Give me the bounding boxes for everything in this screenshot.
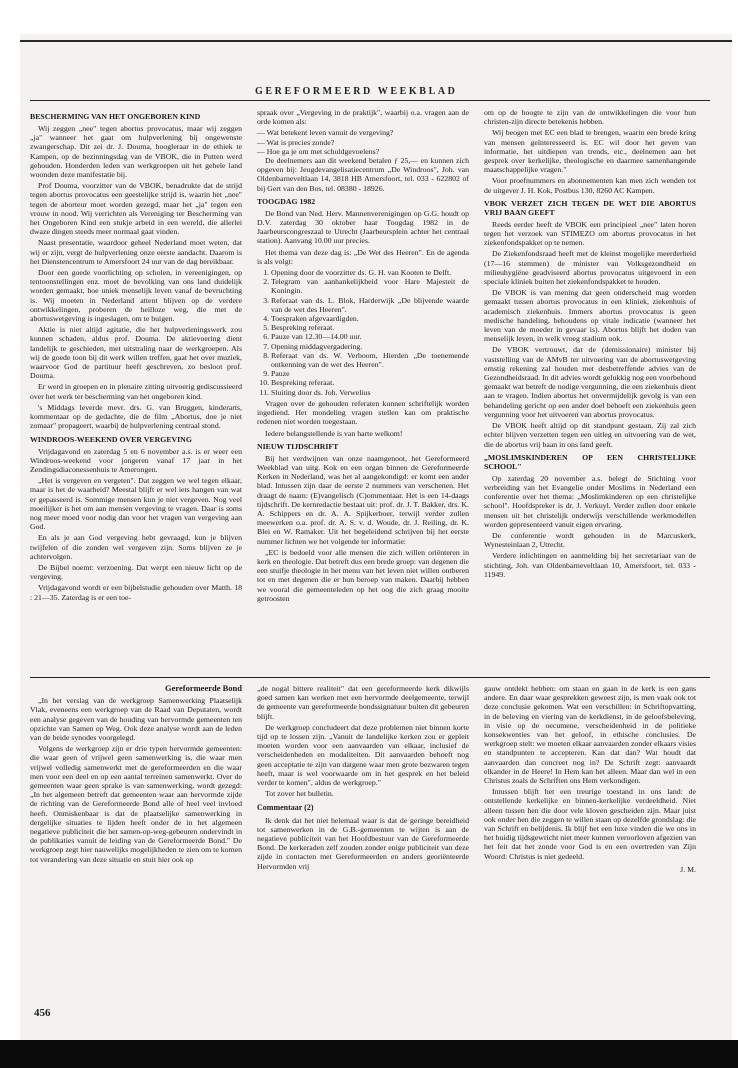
paragraph: Intussen blijft het een treurige toestand in ons land: de ontstellende kerkelijke en binnen-kerkelijke verdeeldheid. Niet alleen tussen hen die door vele kloven gescheiden zijn. Maar juist ook onder hen die zeggen te willen staan op dezelfde grondslag: die van Schrift en belijdenis. Ik blijf het een luxe vinden die we ons in het huidig tijdsgewricht niet meer kunnen veroorloven afgezien van het feit dat het zonde voor God is en een overtreden van Zijn Woord: Christus is niet gedeeld. — [484, 787, 696, 861]
paragraph: 's Middags leverde mevr. drs. G. van Bruggen, kinderarts, kommentaar op de gedachte, die de film „Abortus, doe je niet zomaar" propageert, waarbij de hulpverlening centraal stond. — [30, 402, 242, 431]
paragraph: Ik denk dat het niet helemaal waar is dat de geringe bereidheid tot samenwerken in de G.B.-gemeenten te wijten is aan de negatieve publiciteit van het Hoofdbestuur van de Gereformeerde Bond. De kerkeraden zelf zouden zonder enige publiciteit van deze zijde in contacten met Gereformeerden en anders georiënteerde Hervormden vrij — [257, 815, 469, 871]
lower-column-3 — [484, 684, 696, 874]
paragraph: Vrijdagavond wordt er een bijbelstudie gehouden over Matth. 18 : 21—35. Zaterdag is er een toe- — [30, 583, 242, 602]
paragraph: Prof Douma, voorzitter van de VBOK, benadrukte dat de strijd tegen abortus provocatus een geestelijke strijd is, waarin het „nee" tegen de aborteur moet worden gezegd, maar het „ja" tegen een vrouw in nood. Wij verrichten als Vereniging ter Bescherming van het Ongeboren Kind een stukje arbeid in een wereld, die allerlei dwaze dingen steeds meer normaal gaat vinden. — [30, 181, 242, 237]
column-1 — [30, 108, 242, 604]
paragraph: De VBOK is van mening dat geen onderscheid mag worden gemaakt tussen abortus provocatus in een kliniek, ziekenhuis of academisch ziekenhuis. Immers abortus provocatus is geen medische handeling, behoudens op vitale indicatie (wanneer het leven van de moeder in gevaar is). Abortus blijft het doden van menselijk leven, in welk vroeg stadium ook. — [484, 288, 696, 344]
paragraph: De Ziekenfondsraad heeft met de kleinst mogelijke meerderheid (17—16 stemmen) de minister van Volksgezondheid en milieuhygiëne geadviseerd abortus provocatus uitgevoerd in een speciale kliniek buiten het ziekenfondspakket te houden. — [484, 249, 696, 287]
paragraph: Tot zover het bulletin. — [265, 789, 334, 799]
paragraph: De deelnemers aan dit weekend betalen ƒ 25,— en kunnen zich opgeven bij: Jeugdevangelisatiecentrum „De Windroos", Joh. van Oldenbarneveltlaan 14, 3818 HB Amersfoort, tel. 033 - 622802 of bij Gert van den Bos, tel. 08380 - 18926. — [257, 156, 469, 193]
agenda-item: 7. Opening middagvergadering. — [271, 342, 469, 351]
paragraph: „Het is vergeven en vergeten". Dat zeggen we wel tegen elkaar, maar is het de waarheid? Meestal blijft er wel iets hangen van wat er gepasseerd is. Sommige mensen kun je niet vergeven. Nog veel moeilijker is het om aan mensen vergeving te vragen. Daar is soms nog meer moed voor nodig dan voor het vragen van vergeving aan God. — [30, 476, 242, 532]
paragraph: Volgens de werkgroep zijn er drie typen hervormde gemeenten: die waar geen of vrijwel geen samenwerking is, die waar men vrijwel volledig samenwerkt met de gereformeerden en die waar men voor een deel en op een aantal terreinen samenwerkt. Over de gemeenten waar geen sprake is van samenwerking, wordt gezegd: „In het algemeen betreft dat gemeenten waar aan hervormde zijde de richting van de Gereformeerde Bond alle of heel veel invloed heeft. Onmiskenbaar is dat de plaatselijke samenwerking in dergelijke situaties te lijden heeft onder de in het algemeen negatieve publiciteit die het samen-op-weg-gebeuren ondervindt in de publikaties vanuit de leiding van de Gereformeerde Bond." De werkgroep zegt hier nauwelijks mogelijkheden te zien om te komen tot verandering van deze situatie en stuit hier ook op — [30, 744, 242, 864]
paragraph: Het thema van deze dag is: „De Wet des Heeren". En de agenda is als volgt: — [257, 247, 469, 266]
masthead: GEREFORMEERD WEEKBLAD — [255, 86, 458, 97]
question-item: — Wat is precies zonde? — [257, 137, 335, 147]
column-2 — [257, 108, 469, 605]
question-item: — Hoe ga je om met schuldgevoelens? — [257, 146, 380, 156]
paragraph: De Bond van Ned. Herv. Mannenverenigingen op G.G. houdt op D.V. zaterdag 30 oktober haar Toogdag 1982 in de Jaarbeurscongreszaal te Utrecht (Jaarbeursplein achter het centraal station). Aanvang 10.00 uur precies. — [257, 208, 469, 246]
paragraph: Bij het verdwijnen van onze naamgenoot, het Gereformeerd Weekblad van uitg. Kok en een organ binnen de Gereformeerde Kerken in Nederland, was het al aangekondigd: er komt een ander blad. Intussen zijn daar de eerste 2 nummers van verschenen. Het draagt de naam: (E)vangelisch (C)ommentaar. Het is een 14-daags tijdschrift. De kernredactie bestaat uit: prof. dr. J. T. Bakker, drs. K. A. Schippers en dr. A. A. Spijkerboer, terwijl verder zullen meewerken o.a. prof. dr. A. S. v. d. Woude, dr. J. Reiling, dr. K. Blei en W. Ramaker. Uit het begeleidend schrijven bij het eerste nummer lichten we het volgende ter informatie: — [257, 453, 469, 546]
paragraph: Naast presentatie, waardoor geheel Nederland moet weten, dat wij er zijn, vergt de hulpverlening onze eerste aandacht. Daarom is het Dienstencentrum te Amersfoort 24 uur van de dag bereikbaar. — [30, 238, 242, 266]
paragraph: Aktie is niet altijd agitatie, die het hulpverleningswerk zou kunnen schaden, aldus prof. Douma. De aktievoering dient landelijk te geschieden, met uitstraling naar de werkgroepen. Als wij de goede toon bij dit werk willen treffen, gaat het over muziek, waarvoor God de partituur heeft geschreven, zo besloot prof. Douma. — [30, 325, 242, 381]
heading-vbok: VBOK VERZET ZICH TEGEN DE WET DIE ABORTUS VRIJ BAAN GEEFT — [484, 198, 696, 217]
paragraph: De VBOK heeft altijd op dit standpunt gestaan. Zij zal zich echter blijven verzetten tegen een uitleg en uitvoering van de wet, die de abortus vrij baan in ons land geeft. — [484, 421, 696, 449]
paragraph: Op zaterdag 20 november a.s. belegt de Stichting voor verbreiding van het Evangelie onder Moslims in Nederland een conferentie over het thema: „Moslimkinderen op een christelijke school". Hoofdspreker is dr. J. Verkuyl. Verder zullen door enkele mensen uit het christelijk onderwijs verschillende werkmodellen worden gepresenteerd vanuit eigen ervaring. — [484, 473, 696, 529]
signature-initials: J. M. — [680, 864, 696, 874]
paragraph: De conferentie wordt gehouden in de Marcuskerk, Wynesteinlaan 2, Utrecht. — [484, 530, 696, 550]
agenda-item: 6. Pauze van 12.30—14.00 uur. — [271, 332, 469, 341]
agenda-item: 8. Referaat van ds. W. Verboom, Hierden „De toenemende ontkenning van de wet des Heeren". — [271, 351, 469, 369]
heading-bescherming: BESCHERMING VAN HET ONGEBOREN KIND — [30, 112, 201, 121]
heading-windroos: WINDROOS-WEEKEND OVER VERGEVING — [30, 434, 192, 444]
heading-toogdag: TOOGDAG 1982 — [257, 196, 316, 206]
scan-bottom-edge — [0, 1040, 738, 1068]
agenda-item: 10. Bespreking referaat. — [271, 378, 469, 387]
top-edge-line — [20, 40, 732, 42]
paragraph: „de nogal bittere realiteit" dat een gereformeerde kerk dikwijls goed samen kan werken met een hervormde deelgemeente, terwijl de gemeente van gereformeerde bondssignatuur buiten dit gebeuren blijft. — [257, 684, 469, 721]
agenda-item: 11. Sluiting door ds. Joh. Verwelius — [271, 388, 469, 397]
paragraph: „EC is bedoeld voor alle mensen die zich willen oriënteren in kerk en theologie. Dat betreft dus een brede groep: van degenen die een stuifje theologie in het menu van het leven niet willen ontberen tot en met degenen die er hun beroep van maken. Daarbij hebben we vooral die gemeenteleden op het oog die zich graag mooite getroosten — [257, 547, 469, 603]
bond-title: Gereformeerde Bond — [164, 683, 242, 693]
agenda-item: 3. Referaat van ds. L. Blok, Harderwijk „De blijvende waarde van de wet des Heeren". — [271, 296, 469, 314]
paragraph: En als je aan God vergeving hebt gevraagd, kun je blijven twijfelen of die zonden wel vergeven zijn. Soms blijven ze je achtervolgen. — [30, 533, 242, 561]
paragraph: De Bijbel noemt: verzoening. Dat werpt een nieuw licht op de vergeving. — [30, 562, 242, 582]
paragraph: spraak over „Vergeving in de praktijk", waarbij o.a. vragen aan de orde komen als: — [257, 108, 469, 127]
paragraph: De VBOK vertrouwt, dat de (demissionaire) minister bij vaststelling van de AMvB ter uitvoering van de abortuswetgeving ernstig rekening zal houden met desbetreffende advies van de Gezondheidsraad. In dit advies wordt gelukkig nog een voorbehoud gemaakt wat betreft de nodige vergunning, die een ziekenhuis dient aan te vragen. Indien abortus het onvermijdelijk gevolg is van een behandeling gericht op een ander doel behoeft een ziekenhuis geen vergunning voor het uitvoeren van abortus provocatus. — [484, 345, 696, 419]
paragraph: „In het verslag van de werkgroep Samenwerking Plaatselijk Vlak, eveneens een werkgroep van de Raad van Deputaten, wordt een analyse gegeven van de houding van hervormde gemeenten ten opzichte van Samen op Weg. Ook deze analyse wordt aan de leden van de beide synodes voorgelegd. — [30, 696, 242, 743]
question-item: — Wat betekent leven vanuit de vergeving? — [257, 128, 394, 138]
commentaar-title: Commentaar (2) — [257, 803, 314, 813]
lower-column-1 — [30, 684, 242, 866]
paragraph: Wij zeggen „nee" tegen abortus provocatus, maar wij zeggen „ja" wanneer het gaat om hulpverlening bij ongewenste zwangerschap. Dit zei dr. J. Douma, hoogleraar in de ethiek te Kampen, op de bezinningsdag van de VBOK, die in Putten werd gehouden. Honderden leden van werkgroepen uit het gehele land woonden deze manifestatie bij. — [30, 124, 242, 180]
column-3 — [484, 108, 696, 581]
page-number: 456 — [34, 1007, 51, 1019]
masthead-rule — [30, 100, 710, 101]
paragraph: De werkgroep concludeert dat deze problemen niet binnen korte tijd op te lossen zijn. „Vanuit de landelijke kerken zou er gepleit moeten worden voor een aanvaarden van elkaar, inclusief de verscheidenheden en modaliteiten. Dit aanvaarden behoeft nog geen acceptatie te zijn van datgene waar men grote bezwaren tegen heeft, maar is wel voorwaarde om in het gesprek en het beleid verder te komen", aldus de werkgroep." — [257, 722, 469, 788]
heading-moslimskinderen: „MOSLIMSKINDEREN OP EEN CHRISTELIJKE SCHOOL" — [484, 452, 696, 471]
paragraph: Vragen over de gehouden referaten kunnen schriftelijk worden ingediend. Het mondeling vragen stellen kan om praktische redenen niet worden toegestaan. — [257, 398, 469, 427]
paragraph: Vrijdagavond en zaterdag 5 en 6 november a.s. is er weer een Windroos-weekend voor jongeren vanaf 17 jaar in het Zendingsdiaconessenhuis te Amerongen. — [30, 446, 242, 474]
agenda-item: 5. Bespreking referaat. — [271, 323, 469, 332]
lower-column-2 — [257, 684, 469, 873]
paragraph: Door een goede voorlichting op scholen, in vereenigingen, op tentoonstellingen enz. moet de bevolking van ons land duidelijk worden gemaakt, hoe uniek menselijk leven vanaf de bevruchting is. Wij moeten in Nederland attent blijven op de verdere ontwikkelingen, proberen de heilloze weg, die met de abortuswetgeving is ingeslagen, om te buigen. — [30, 268, 242, 324]
heading-nieuw-tijdschrift: NIEUW TIJDSCHRIFT — [257, 441, 339, 451]
paragraph: Iedere belangstellende is van harte welkom! — [265, 428, 403, 438]
agenda-item: 1. Opening door de voorzitter ds. G. H. van Kooten te Delft. — [271, 268, 469, 277]
paragraph: Wij beogen met EC een blad te brengen, waarin een brede kring van mensen geïnteresseerd is. EC wil door het geven van informatie, het uitdiepen van trends, etc., deelnemen aan het gesprek over kerkelijke, theologische en daarmee samenhangende maatschappelijke vragen." — [484, 128, 696, 175]
paragraph: Voor proefnummers en abonnementen kan men zich wenden tot de uitgever J. H. Kok, Postbus 130, 8260 AC Kampen. — [484, 176, 696, 195]
paragraph: gauw ontdekt hebben: om staan en gaan in de kerk is een gans andere. En daar waar gesprekken geweest zijn, is men vaak ook tot deze conclusie gekomen. Wat een verschillen: in Schriftopvatting, in de beleving en viering van de kerkdienst, in de geloofsbeleving, in visie op de oecumene, verscheidenheid in de politieke konsekwenties van het geloof, in ethische conclusies. De werkgroep stelt: we moeten elkaar aanvaarden zonder elkaars visies en standpunten te accepteren. Kan dat dan? Wat houdt dat aanvaarden dan concreet nog in? De Schrift zegt: aanvaardt elkander in de Heere! In Hem kan het alleen. Maar dan wel in een Christus zoals de Schriften ons Hem verkondigen. — [484, 684, 696, 786]
agenda-item: 4. Toespraken afgevaardigden. — [271, 314, 469, 323]
agenda-list — [257, 268, 469, 397]
agenda-item: 9. Pauze — [271, 369, 469, 378]
paragraph: Reeds eerder heeft de VBOK een principieel „nee" laten horen tegen het verzoek van STIMEZO om abortus provocatus in het ziekenfondspakket op te nemen. — [484, 219, 696, 248]
section-rule — [30, 677, 710, 678]
agenda-item: 2. Telegram van aanhankelijkheid voor Hare Majesteit de Koningin. — [271, 277, 469, 295]
paragraph: om op de hoogte te zijn van de ontwikkelingen die voor hun christen-zijn directe betekenis hebben. — [484, 108, 696, 127]
paragraph: Verdere inlichtingen en aanmelding bij het secretariaat van de stichting, Joh. van Oldenbarneveltlaan 10, Amersfoort, tel. 033 - 11949. — [484, 551, 696, 579]
paragraph: Er werd in groepen en in plenaire zitting uitvoerig gediscussieerd over het werk ter bescherming van het ongeboren kind. — [30, 382, 242, 401]
